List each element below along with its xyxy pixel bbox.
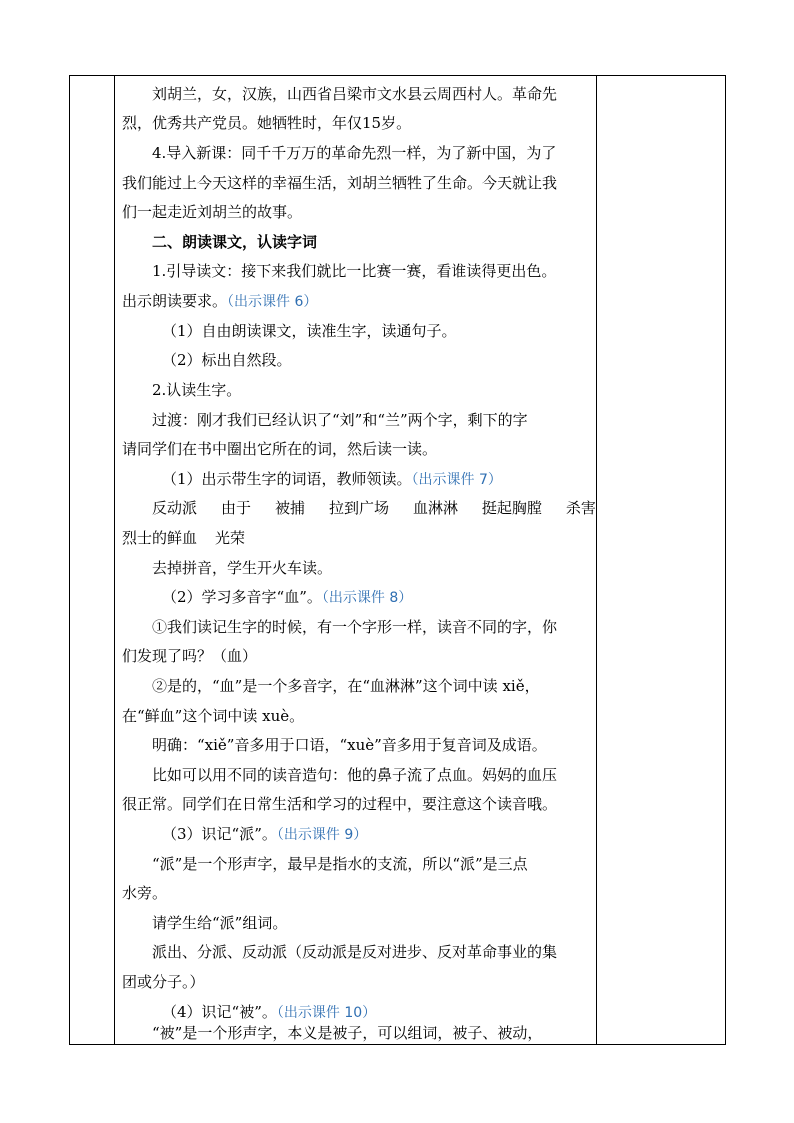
section-heading: 二、朗读课文，认读字词 (152, 233, 318, 251)
paragraph-line (122, 291, 317, 311)
word-list (122, 528, 245, 548)
courseware-ref: （出示课件 10） (276, 1005, 377, 1021)
vocab-word: 被捕 (274, 499, 305, 517)
courseware-ref: （出示课件 8） (321, 590, 413, 606)
vocab-word: 挺起胸膛 (481, 499, 542, 517)
paragraph-line: 过渡：刚才我们已经认识了“刘”和“兰”两个字，剩下的字 (152, 411, 528, 429)
paragraph-line: 烈，优秀共产党员。她牺牲时，年仅15岁。 (122, 114, 412, 132)
step-text: （4）识记“被”。 (162, 1003, 277, 1021)
paragraph-line: 在“鲜血”这个词中读 xuè。 (122, 707, 305, 725)
vocab-word: 血淋淋 (412, 499, 458, 517)
paragraph-line: 刘胡兰，女，汉族，山西省吕梁市文水县云周西村人。革命先 (152, 85, 558, 103)
vocab-word: 拉到广场 (328, 499, 389, 517)
paragraph-line: 我们能过上今天这样的幸福生活，刘胡兰牺牲了生命。今天就让我 (122, 174, 558, 192)
paragraph-line: 2.认读生字。 (152, 381, 242, 399)
column-divider-left (114, 76, 115, 1044)
paragraph-line: 明确：“xiě”音多用于口语，“xuè”音多用于复音词及成语。 (152, 736, 547, 754)
courseware-ref: （出示课件 9） (276, 827, 368, 843)
step-line (162, 469, 502, 489)
vocab-word: 烈士的鲜血 (122, 529, 198, 547)
paragraph-line: 去掉拼音，学生开火车读。 (152, 559, 333, 577)
step-text: （2）学习多音字“血”。 (162, 588, 322, 606)
paragraph-line: 请同学们在书中圈出它所在的词，然后读一读。 (122, 440, 438, 458)
vocab-word: 由于 (220, 499, 251, 517)
paragraph-line: 水旁。 (122, 884, 168, 902)
paragraph-text: 出示朗读要求。 (122, 292, 228, 310)
step-text: （3）识记“派”。 (162, 825, 277, 843)
step-text: （1）出示带生字的词语，教师领读。 (162, 470, 412, 488)
paragraph-line: 请学生给“派”组词。 (152, 914, 288, 932)
paragraph-line: ②是的，“血”是一个多音字，在“血淋淋”这个词中读 xiě， (152, 677, 540, 695)
paragraph-line: ①我们读记生字的时候，有一个字形一样，读音不同的字，你 (152, 618, 558, 636)
paragraph-line: 们发现了吗？（血） (122, 647, 258, 665)
paragraph-line: 比如可以用不同的读音造句：他的鼻子流了点血。妈妈的血压 (152, 766, 558, 784)
paragraph-line: 很正常。同学们在日常生活和学习的过程中，要注意这个读音哦。 (122, 795, 558, 813)
paragraph-line: 4.导入新课：同千千万万的革命先烈一样，为了新中国，为了 (152, 144, 557, 162)
step-line (162, 587, 412, 607)
vocab-word: 光荣 (215, 529, 246, 547)
requirement-item: （1）自由朗读课文，读准生字，读通句子。 (162, 322, 457, 340)
paragraph-line: 派出、分派、反动派（反动派是反对进步、反对革命事业的集 (152, 943, 558, 961)
paragraph-line: 团或分子。） (122, 973, 205, 991)
paragraph-line: “派”是一个形声字，最早是指水的支流，所以“派”是三点 (152, 855, 528, 873)
step-line (162, 1002, 376, 1022)
word-list (152, 498, 596, 518)
courseware-ref: （出示课件 6） (227, 294, 318, 310)
lesson-plan-table (69, 75, 726, 1045)
column-divider-right (596, 76, 597, 1044)
paragraph-line: “被”是一个形声字，本义是被子，可以组词，被子、被动， (152, 1024, 543, 1042)
paragraph-line: 们一起走近刘胡兰的故事。 (122, 203, 303, 221)
paragraph-line: 1.引导读文：接下来我们就比一比赛一赛，看谁读得更出色。 (152, 262, 557, 280)
courseware-ref: （出示课件 7） (411, 472, 502, 488)
step-line (162, 824, 367, 844)
vocab-word: 反动派 (152, 499, 198, 517)
requirement-item: （2）标出自然段。 (162, 351, 292, 369)
vocab-word: 杀害 (565, 499, 596, 517)
